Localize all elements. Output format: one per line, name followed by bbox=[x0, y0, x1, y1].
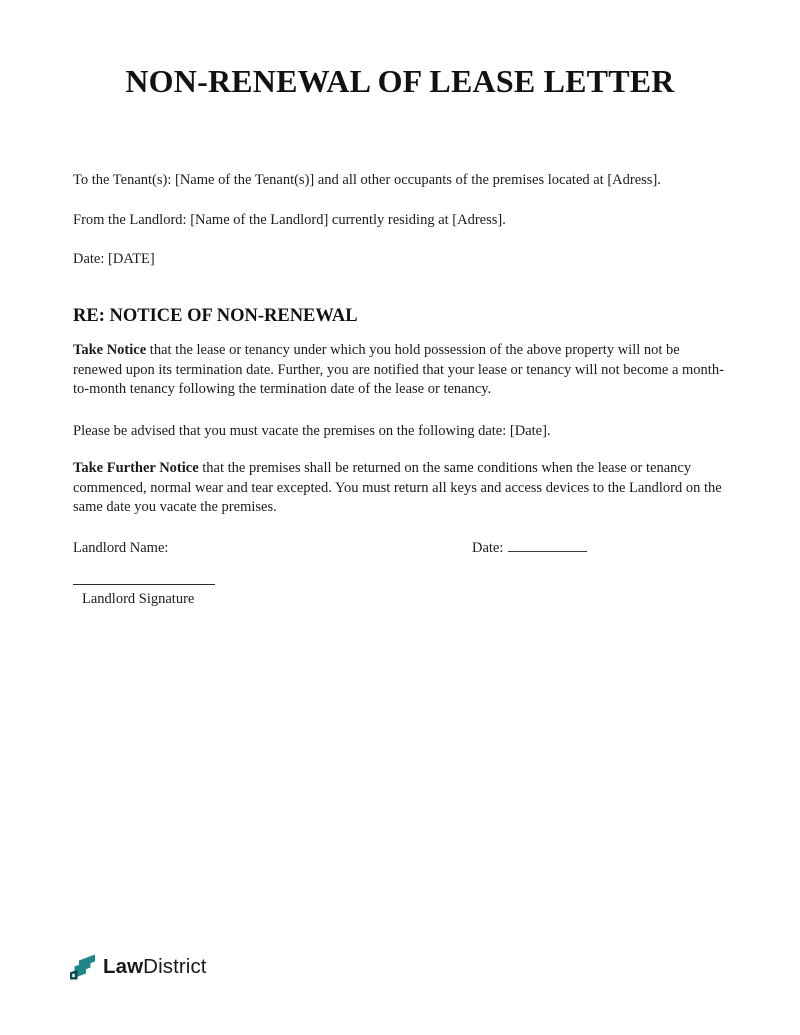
take-notice-text: that the lease or tenancy under which you hold possession of the above property will not be renewed upon its termination date. Further, you are notified that your lease or tenancy will not become a month-to-month tenancy following the termination date of the lease or tenancy. bbox=[73, 342, 724, 397]
take-further-notice-label: Take Further Notice bbox=[73, 460, 199, 476]
signature-line bbox=[73, 584, 215, 585]
signature-row bbox=[73, 538, 727, 558]
take-further-notice-paragraph bbox=[73, 459, 727, 518]
lawdistrict-logo-icon bbox=[70, 952, 97, 982]
logo-district-text: District bbox=[143, 955, 207, 978]
date-blank-line bbox=[508, 539, 587, 552]
vacate-line: Please be advised that you must vacate the premises on the following date: [Date]. bbox=[73, 422, 551, 439]
logo-law-text: Law bbox=[103, 955, 144, 978]
take-notice-label: Take Notice bbox=[73, 342, 147, 358]
lawdistrict-logo bbox=[70, 952, 207, 982]
date-label: Date: bbox=[472, 539, 504, 556]
landlord-line: From the Landlord: [Name of the Landlord] currently residing at [Adress]. bbox=[73, 212, 506, 228]
landlord-name-label: Landlord Name: bbox=[73, 539, 169, 556]
lawdistrict-logo-text bbox=[103, 955, 207, 979]
logo-bookmark-dot bbox=[72, 974, 75, 977]
letter-title: NON-RENEWAL OF LEASE LETTER bbox=[125, 63, 675, 99]
signature-caption: Landlord Signature bbox=[82, 590, 195, 607]
tenant-line: To the Tenant(s): [Name of the Tenant(s)] and all other occupants of the premises located at [Adress]. bbox=[73, 172, 661, 188]
date-field bbox=[472, 538, 587, 558]
date-line: Date: [DATE] bbox=[73, 251, 155, 267]
take-further-notice-text: that the premises shall be returned on the same conditions when the lease or tenancy commenced, normal wear and tear excepted. You must return all keys and access devices to the Landlord on the same date you vacate the premises. bbox=[73, 460, 722, 515]
re-notice-heading: RE: NOTICE OF NON-RENEWAL bbox=[73, 306, 358, 326]
take-notice-paragraph bbox=[73, 341, 727, 400]
